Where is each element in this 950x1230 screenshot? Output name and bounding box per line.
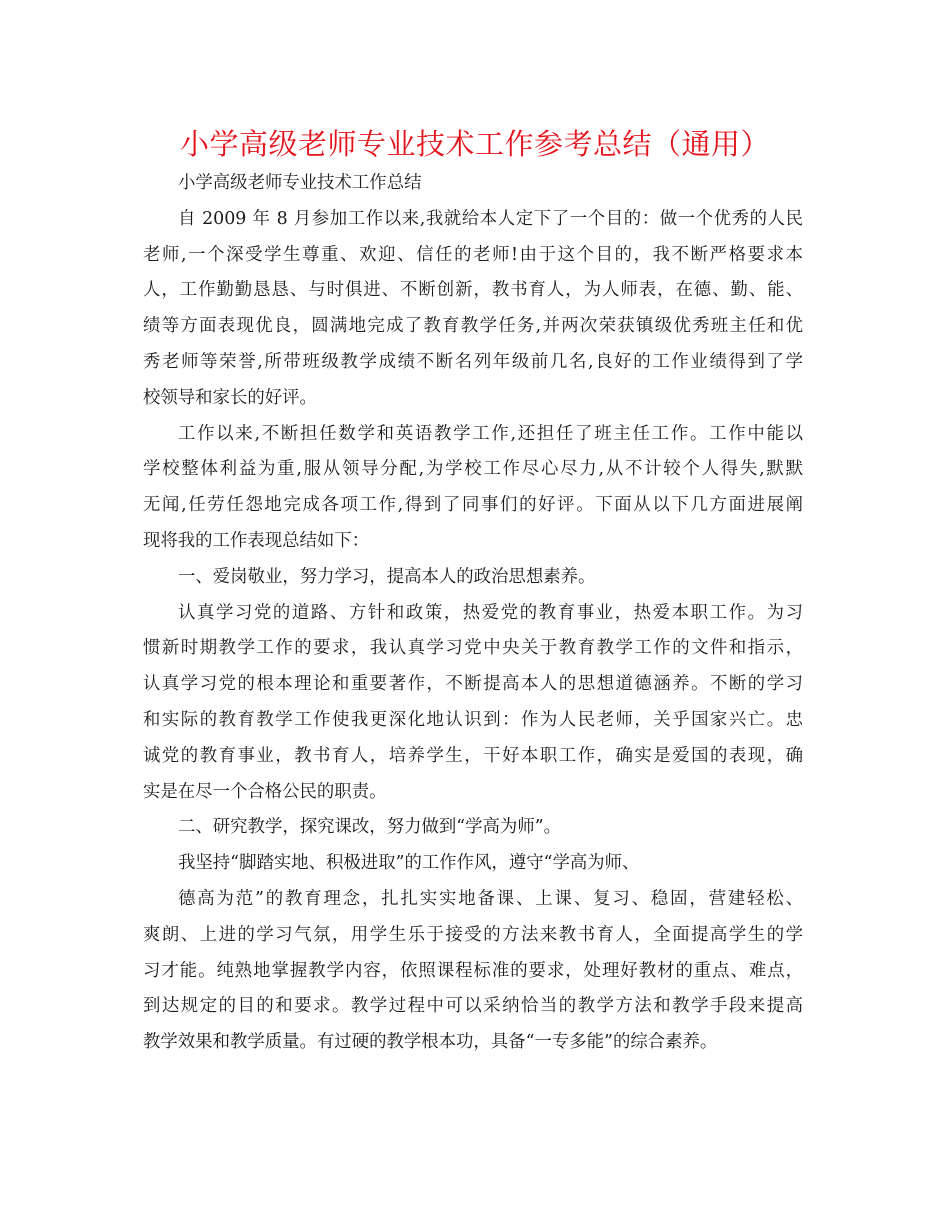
document-text-line: 教学效果和教学质量。有过硬的教学根本功，具备“一专多能”的综合素养。 — [143, 1032, 718, 1053]
document-text-line: 认真学习党的道路、方针和政策，热爱党的教育事业，热爱本职工作。为习 — [178, 602, 803, 623]
document-text-line: 德高为范”的教育理念，扎扎实实地备课、上课、复习、稳固，营建轻松、 — [178, 888, 803, 909]
document-text-line: 诚党的教育事业，教书育人，培养学生，干好本职工作，确实是爱国的表现，确 — [143, 745, 803, 766]
document-text-line: 现将我的工作表现总结如下： — [143, 530, 370, 551]
document-text-line: 工作以来,不断担任数学和英语教学工作,还担任了班主任工作。工作中能以 — [178, 423, 803, 444]
document-text-line: 秀老师等荣誉,所带班级教学成绩不断名列年级前几名,良好的工作业绩得到了学 — [143, 351, 803, 372]
document-text-line: 小学高级老师专业技术工作总结 — [178, 173, 422, 193]
document-text-line: 到达规定的目的和要求。教学过程中可以采纳恰当的教学方法和教学手段来提高 — [143, 996, 803, 1017]
document-text-line: 爽朗、上进的学习气氛，用学生乐于接受的方法来教书育人，全面提高学生的学 — [143, 924, 803, 945]
document-text-line: 二、研究教学，探究课改，努力做到“学高为师”。 — [178, 817, 561, 838]
document-text-line: 惯新时期教学工作的要求，我认真学习党中央关于教育教学工作的文件和指示， — [143, 638, 803, 659]
document-text-line: 无闻,任劳任怨地完成各项工作,得到了同事们的好评。下面从以下几方面进展阐 — [143, 495, 803, 516]
document-text-line: 和实际的教育教学工作使我更深化地认识到：作为人民老师，关乎国家兴亡。忠 — [143, 709, 803, 730]
document-text-line: 认真学习党的根本理论和重要著作，不断提高本人的思想道德涵养。不断的学习 — [143, 674, 803, 695]
document-text-line: 习才能。纯熟地掌握教学内容，依照课程标准的要求，处理好教材的重点、难点， — [143, 960, 803, 981]
document-text-line: 学校整体利益为重,服从领导分配,为学校工作尽心尽力,从不计较个人得失,默默 — [143, 459, 803, 480]
document-text-line: 实是在尽一个合格公民的职责。 — [143, 781, 387, 802]
document-text-line: 老师,一个深受学生尊重、欢迎、信任的老师!由于这个目的，我不断严格要求本 — [143, 244, 803, 265]
document-text-line: 自 2009 年 8 月参加工作以来,我就给本人定下了一个目的：做一个优秀的人民 — [178, 208, 803, 229]
document-body — [143, 166, 803, 1061]
document-text-line: 人，工作勤勤恳恳、与时俱进、不断创新，教书育人，为人师表，在德、勤、能、 — [143, 280, 803, 301]
document-text-line: 我坚持“脚踏实地、积极进取”的工作作风，遵守“学高为师、 — [178, 853, 640, 874]
document-text-line: 绩等方面表现优良，圆满地完成了教育教学任务,并两次荣获镇级优秀班主任和优 — [143, 316, 803, 337]
document-text-line: 校领导和家长的好评。 — [143, 387, 317, 408]
document-text-line: 一、爱岗敬业，努力学习，提高本人的政治思想素养。 — [178, 566, 596, 587]
document-title: 小学高级老师专业技术工作参考总结（通用） — [179, 127, 770, 161]
